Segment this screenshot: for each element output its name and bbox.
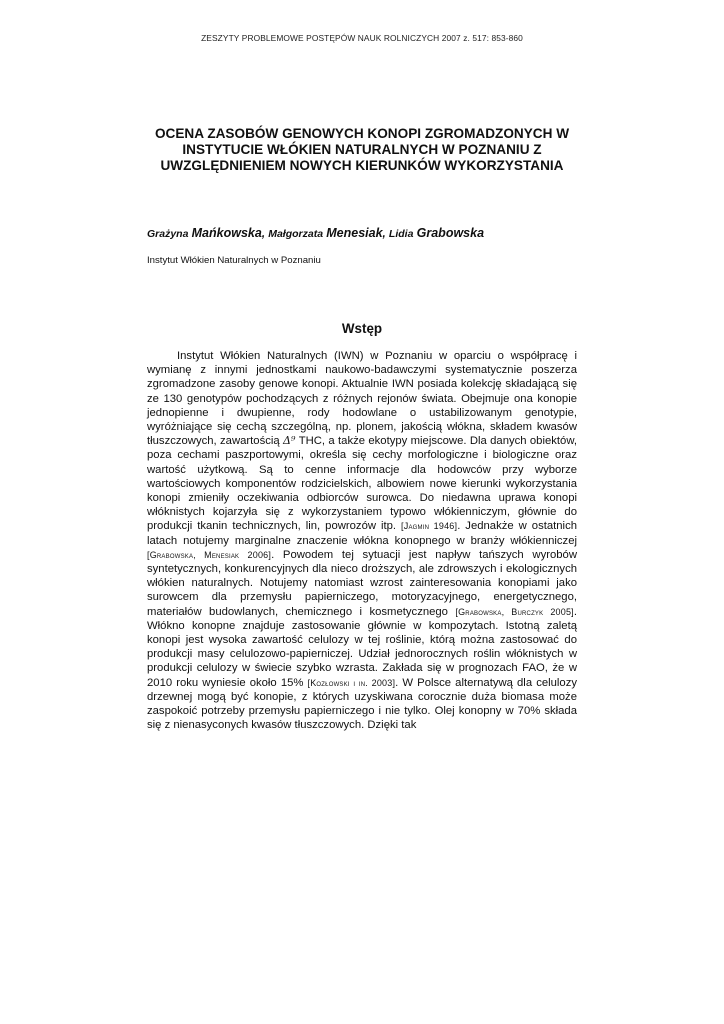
body-text: THC, a także ekotypy miejscowe. Dla danych obiektów, poza cechami paszportowymi, określa się cechy morfologiczne i biologiczne oraz wartość użytkową. Są to cenne informacje dla hodowców przy wyborze wartościowych komponentów rodzicielskich, albowiem nowe kierunki wykorzystania konopi zmieniły oczekiwania odbiorców surowca. Do niedawna uprawa konopi włóknistych kojarzyła się z wykorzystaniem typowo włókienniczym, głównie do produkcji tkanin technicznych, lin, powrozów itp.: [147, 435, 577, 533]
author-given-name: Lidia: [388, 228, 414, 240]
body-text: . Jednakże w ostatnich latach notujemy marginalne znaczenie włókna konopnego w branży włókienniczej: [147, 520, 577, 547]
author-given-name: Grażyna: [147, 228, 189, 240]
journal-header: ZESZYTY PROBLEMOWE POSTĘPÓW NAUK ROLNICZYCH 2007 z. 517: 853-860: [201, 33, 523, 43]
thc-symbol: Δ⁹: [283, 434, 296, 448]
author-surname: Mańkowska: [191, 226, 262, 240]
author-surname: Grabowska: [416, 226, 485, 240]
author-separator: ,: [261, 228, 269, 240]
author-surname: Menesiak: [326, 226, 383, 240]
citation: [Grabowska, Menesiak 2006]: [147, 549, 272, 560]
author-list: [147, 226, 484, 240]
body-text: . Włókno konopne znajduje zastosowanie głównie w kompozytach. Istotną zaletą konopi jest wysoka zawartość celulozy w tej roślinie, którą można zastosować do produkcji masy celulozowo-papierniczej. Udział jednorocznych roślin włóknistych w produkcji celulozy w świecie szybko wzrasta. Zakłada się w prognozach FAO, że w 2010 roku wyniesie około 15%: [147, 605, 577, 689]
citation: [Kozłowski i in. 2003]: [307, 677, 396, 688]
citation: [Grabowska, Burczyk 2005]: [455, 606, 574, 617]
body-text: Instytut Włókien Naturalnych (IWN) w Poznaniu w oparciu o współpracę i wymianę z innymi jednostkami naukowo-badawczymi systematycznie poszerza zgromadzone zasoby genowe konopi. Aktualnie IWN posiada kolekcję składającą się ze 130 genotypów pochodzących z różnych rejonów świata. Obejmuje ona konopie jednopienne i dwupienne, rody hodowlane o ustabilizowanym genotypie, wyróżniające się cechą szczególną, np. plonem, jakością włókna, składem kwasów tłuszczowych, zawartością: [147, 350, 577, 448]
author-given-name: Małgorzata: [268, 228, 324, 240]
section-heading: Wstęp: [341, 321, 383, 336]
article-title: OCENA ZASOBÓW GENOWYCH KONOPI ZGROMADZONYCH W INSTYTUCIE WŁÓKIEN NATURALNYCH W POZNANIU Z UWZGLĘDNIENIEM NOWYCH KIERUNKÓW WYKORZYSTANIA: [154, 126, 570, 174]
body-paragraph: [147, 349, 577, 732]
body-text: . Powodem tej sytuacji jest napływ tańszych wyrobów syntetycznych, konkurencyjnych dla nieco droższych, ale zdrowszych i ekologicznych włókien naturalnych. Notujemy natomiast wzrost zainteresowania konopiami jako surowcem dla przemysłu papierniczego, motoryzacyjnego, energetycznego, materiałów budowlanych, chemicznego i kosmetycznego: [147, 548, 577, 618]
author-separator: ,: [382, 228, 389, 240]
affiliation: Instytut Włókien Naturalnych w Poznaniu: [147, 255, 321, 266]
citation: [Jagmin 1946]: [401, 521, 458, 532]
body-text: . W Polsce alternatywą dla celulozy drzewnej mogą być konopie, z których uzyskiwana corocznie duża biomasa może zaspokoić potrzeby przemysłu papierniczego i nie tylko. Olej konopny w 70% składa się z nienasyconych kwasów tłuszczowych. Dzięki tak: [147, 676, 578, 732]
